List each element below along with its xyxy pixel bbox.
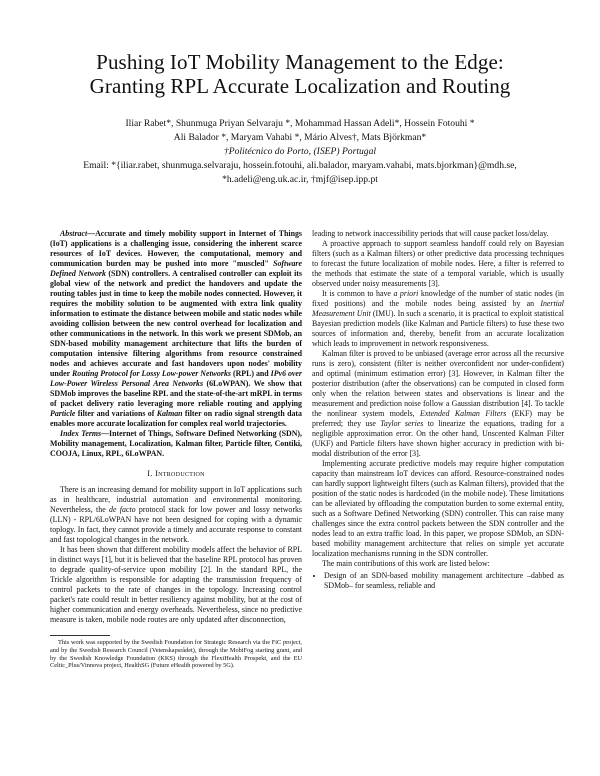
right-p2-text-a: It is common to have (322, 289, 394, 298)
title-line-1: Pushing IoT Mobility Management to the Edge: (96, 50, 504, 74)
email-line-1: Email: *{iliar.rabet, shunmuga.selvaraju, hossein.fotouhi, ali.balador, maryam.vahabi, mats.bjorkman}@mdh.se, (83, 160, 517, 171)
list-item: • Design of an SDN-based mobility management architecture –dabbed as SDMob– for seamless, reliable and (324, 571, 564, 591)
abstract-6lowpan: IPv6 over Low-Power Wireless Personal Area Networks (50, 369, 303, 388)
right-p3-text-c: to linearize the equations, trading for a negligible approximation error. On the other hand, Unscented Kalman Filter (UKF) and Particle filters have shown higher accuracy in prediction with bi-modal distribution of the error [3]. (312, 419, 565, 458)
right-p2-apriori: a priori (393, 289, 419, 298)
left-column (50, 229, 302, 670)
author-block (40, 117, 560, 187)
right-paragraph-5: The main contributions of this work are listed below: (322, 559, 490, 568)
right-paragraph-0: leading to network inaccessibility periods that will cause packet loss/delay. (312, 229, 549, 238)
intro-paragraph-2: It has been shown that different mobility models affect the behavior of RPL in distinct ways [1], but it is believed that the baseline RPL protocol has proven to degrade quality-of-service upon mobility [2]. In the standard RPL, the Trickle algorithm is responsible for adapting the transmission frequency of control packets to the rate of changes in the topology. Increasing control packet's rate could result in better resiliency against mobility, but at the cost of higher communication and energy overheads. Nevertheless, since no predictive measure is taken, mobile node routes are only updated after disconnection, (50, 545, 302, 624)
right-p3-taylor: Taylor series (380, 419, 424, 428)
abstract-text-1: —Accurate and timely mobility support in Internet of Things (IoT) applications is a challenging issue, considering the inherent scarce resources of IoT devices. However, the computational, memory and communication burden may be pushed into more "muscled" (50, 229, 302, 268)
title-line-2: Granting RPL Accurate Localization and Routing (89, 74, 511, 98)
right-p3-ekf: Extended Kalman Filters (420, 409, 507, 418)
abstract-text-4: (6LoWPAN). We show that SDMob improves the baseline RPL and the state-of-the-art mRPL in terms of packet delivery ratio leveraging more reliable routing and applying (50, 379, 302, 408)
affiliation: †Politécnico do Porto, (ISEP) Portugal (223, 146, 377, 157)
authors-line-2: Ali Balador *, Maryam Vahabi *, Mário Alves†, Mats Björkman* (173, 132, 427, 143)
footnote-rule (50, 635, 110, 636)
right-p2-imu: Inertial Measurement Unit (312, 299, 564, 318)
intro-paragraph-1 (50, 485, 302, 545)
footnote: This work was supported by the Swedish Foundation for Strategic Research via the FiC project, and by the Swedish Research Council (Vetenskapsrådet), through the MobiFog starting grant, and by the Swedish Knowledge Foundation (KKS) through the FlexiHealth Prospekt, and the EU Celtic_Plus/Vinnova project, HealthSG (Future eHealth powered by 5G). (50, 639, 302, 670)
abstract-sdn: Software Defined Network (50, 259, 302, 278)
right-paragraph-3 (312, 349, 564, 459)
email-line-2: *h.adeli@eng.uk.ac.ir, †mjf@isep.ipp.pt (222, 174, 378, 185)
right-paragraph-4: Implementing accurate predictive models may require higher computation capacity than mainstream IoT devices can afford. Resource-constrained nodes can hardly support lightweight filters (such as Kalman filters), provided that the position of the static nodes is hardcoded (in the mobile node). These limitations can be alleviated by offloading the computation burden to some external entity, such as a Software Defined Networking (SDN) controller. This can raise many challenges since the extra control packets between the SDN controller and the nodes lead to an extra traffic load. In this paper, we propose SDMob, an SDN-based mobility management architecture that relies on simple yet accurate localization mechanisms running in the SDN controller. (312, 459, 564, 558)
abstract-particle: Particle (50, 409, 76, 418)
abstract-text-6: filter on radio signal strength data enables more accurate localization for complex real world trajectories. (50, 409, 302, 428)
authors-line-1: Iliar Rabet*, Shunmuga Priyan Selvaraju *, Mohammad Hassan Adeli*, Hossein Fotouhi * (125, 118, 475, 129)
index-terms-lead: Index Terms (60, 429, 102, 438)
contributions-list (312, 571, 564, 591)
right-p2-text-c: (IMU). In such a scenario, it is practical to exploit statistical Bayesian prediction models (like Kalman and Particle filters) to fuse these two sources of information and, thereby, benefit from an accurate localization which leads to improvement in network responsiveness. (312, 309, 565, 348)
abstract-lead: Abstract (60, 229, 88, 238)
index-terms-text: —Internet of Things, Software Defined Networking (SDN), Mobility management, Localization, Kalman filter, Particle filter, Contiki, COOJA, Linux, RPL, 6LoWPAN. (50, 429, 302, 458)
abstract-text-3: (RPL) and (230, 369, 271, 378)
abstract (50, 229, 302, 429)
right-paragraph-2 (312, 289, 564, 349)
intro-p1-text-b: protocol stack for low power and lossy networks (LLN) - RPL/6LoWPAN have not been designed for coping with a dynamic toplogy. In fact, they cannot provide a timely and accurate response to constant and fast topological changes in the network. (50, 505, 303, 544)
right-p3-text-b: (EKF) may be preferred; they use (312, 409, 564, 428)
abstract-text-2: (SDN) controllers. A centralised controller can exploit its global view of the network and predict the handovers and update the routing tables just in time to keep the mobile nodes connected. However, it requires the mobility solution to be augmented with extra link quality information to estimate the distance between mobile and static nodes while avoiding collision between the new control overhead for localization and other communications in the network. In this work we present SDMob, an SDN-based mobility management architecture that lifts the burden of computation intensive filtering algorithms from resource constrained nodes and achieves accurate and fast handovers upon nodes' mobility under (50, 269, 302, 378)
intro-p1-text-a: There is an increasing demand for mobility support in IoT applications such as in healthcare, industrial automation and environmental monitoring. Nevertheless, the (50, 485, 302, 514)
abstract-text-5: filter and variations of (75, 409, 157, 418)
intro-p1-defacto: de facto (109, 505, 136, 514)
right-column (312, 229, 564, 591)
abstract-kalman: Kalman (156, 409, 183, 418)
right-paragraph-1: A proactive approach to support seamless handoff could rely on Bayesian filters (such as a Kalman filters) or other predictive data processing techniques to forecast the future localization of mobile nodes. Here, a filter is referred to the methods that estimate the state of a temporal variable, which is usually observed under noisy measurements [3]. (312, 239, 564, 288)
abstract-rpl: Routing Protocol for Lossy Low-power Networks (72, 369, 231, 378)
right-p2-text-b: knowledge of the number of static nodes (in fixed positions) and the mobile nodes being assisted by an (312, 289, 564, 308)
right-p3-text-a: Kalman filter is proved to be unbiased (average error across all the recursive runs is zero), consistent (filter is neither overconfident nor under-confident) and optimal (minimum estimation error) [3]. However, in Kalman filter the posterior distribution (after the observations) can be computed in closed form only when the relation between states and observations is linear and the measurement and prediction noise follow a Gaussian distribution [4]. To tackle the nonlinear system models, (312, 349, 564, 418)
paper-title (40, 50, 560, 98)
section-heading-introduction: I. Introduction (147, 469, 205, 478)
index-terms (50, 429, 302, 459)
